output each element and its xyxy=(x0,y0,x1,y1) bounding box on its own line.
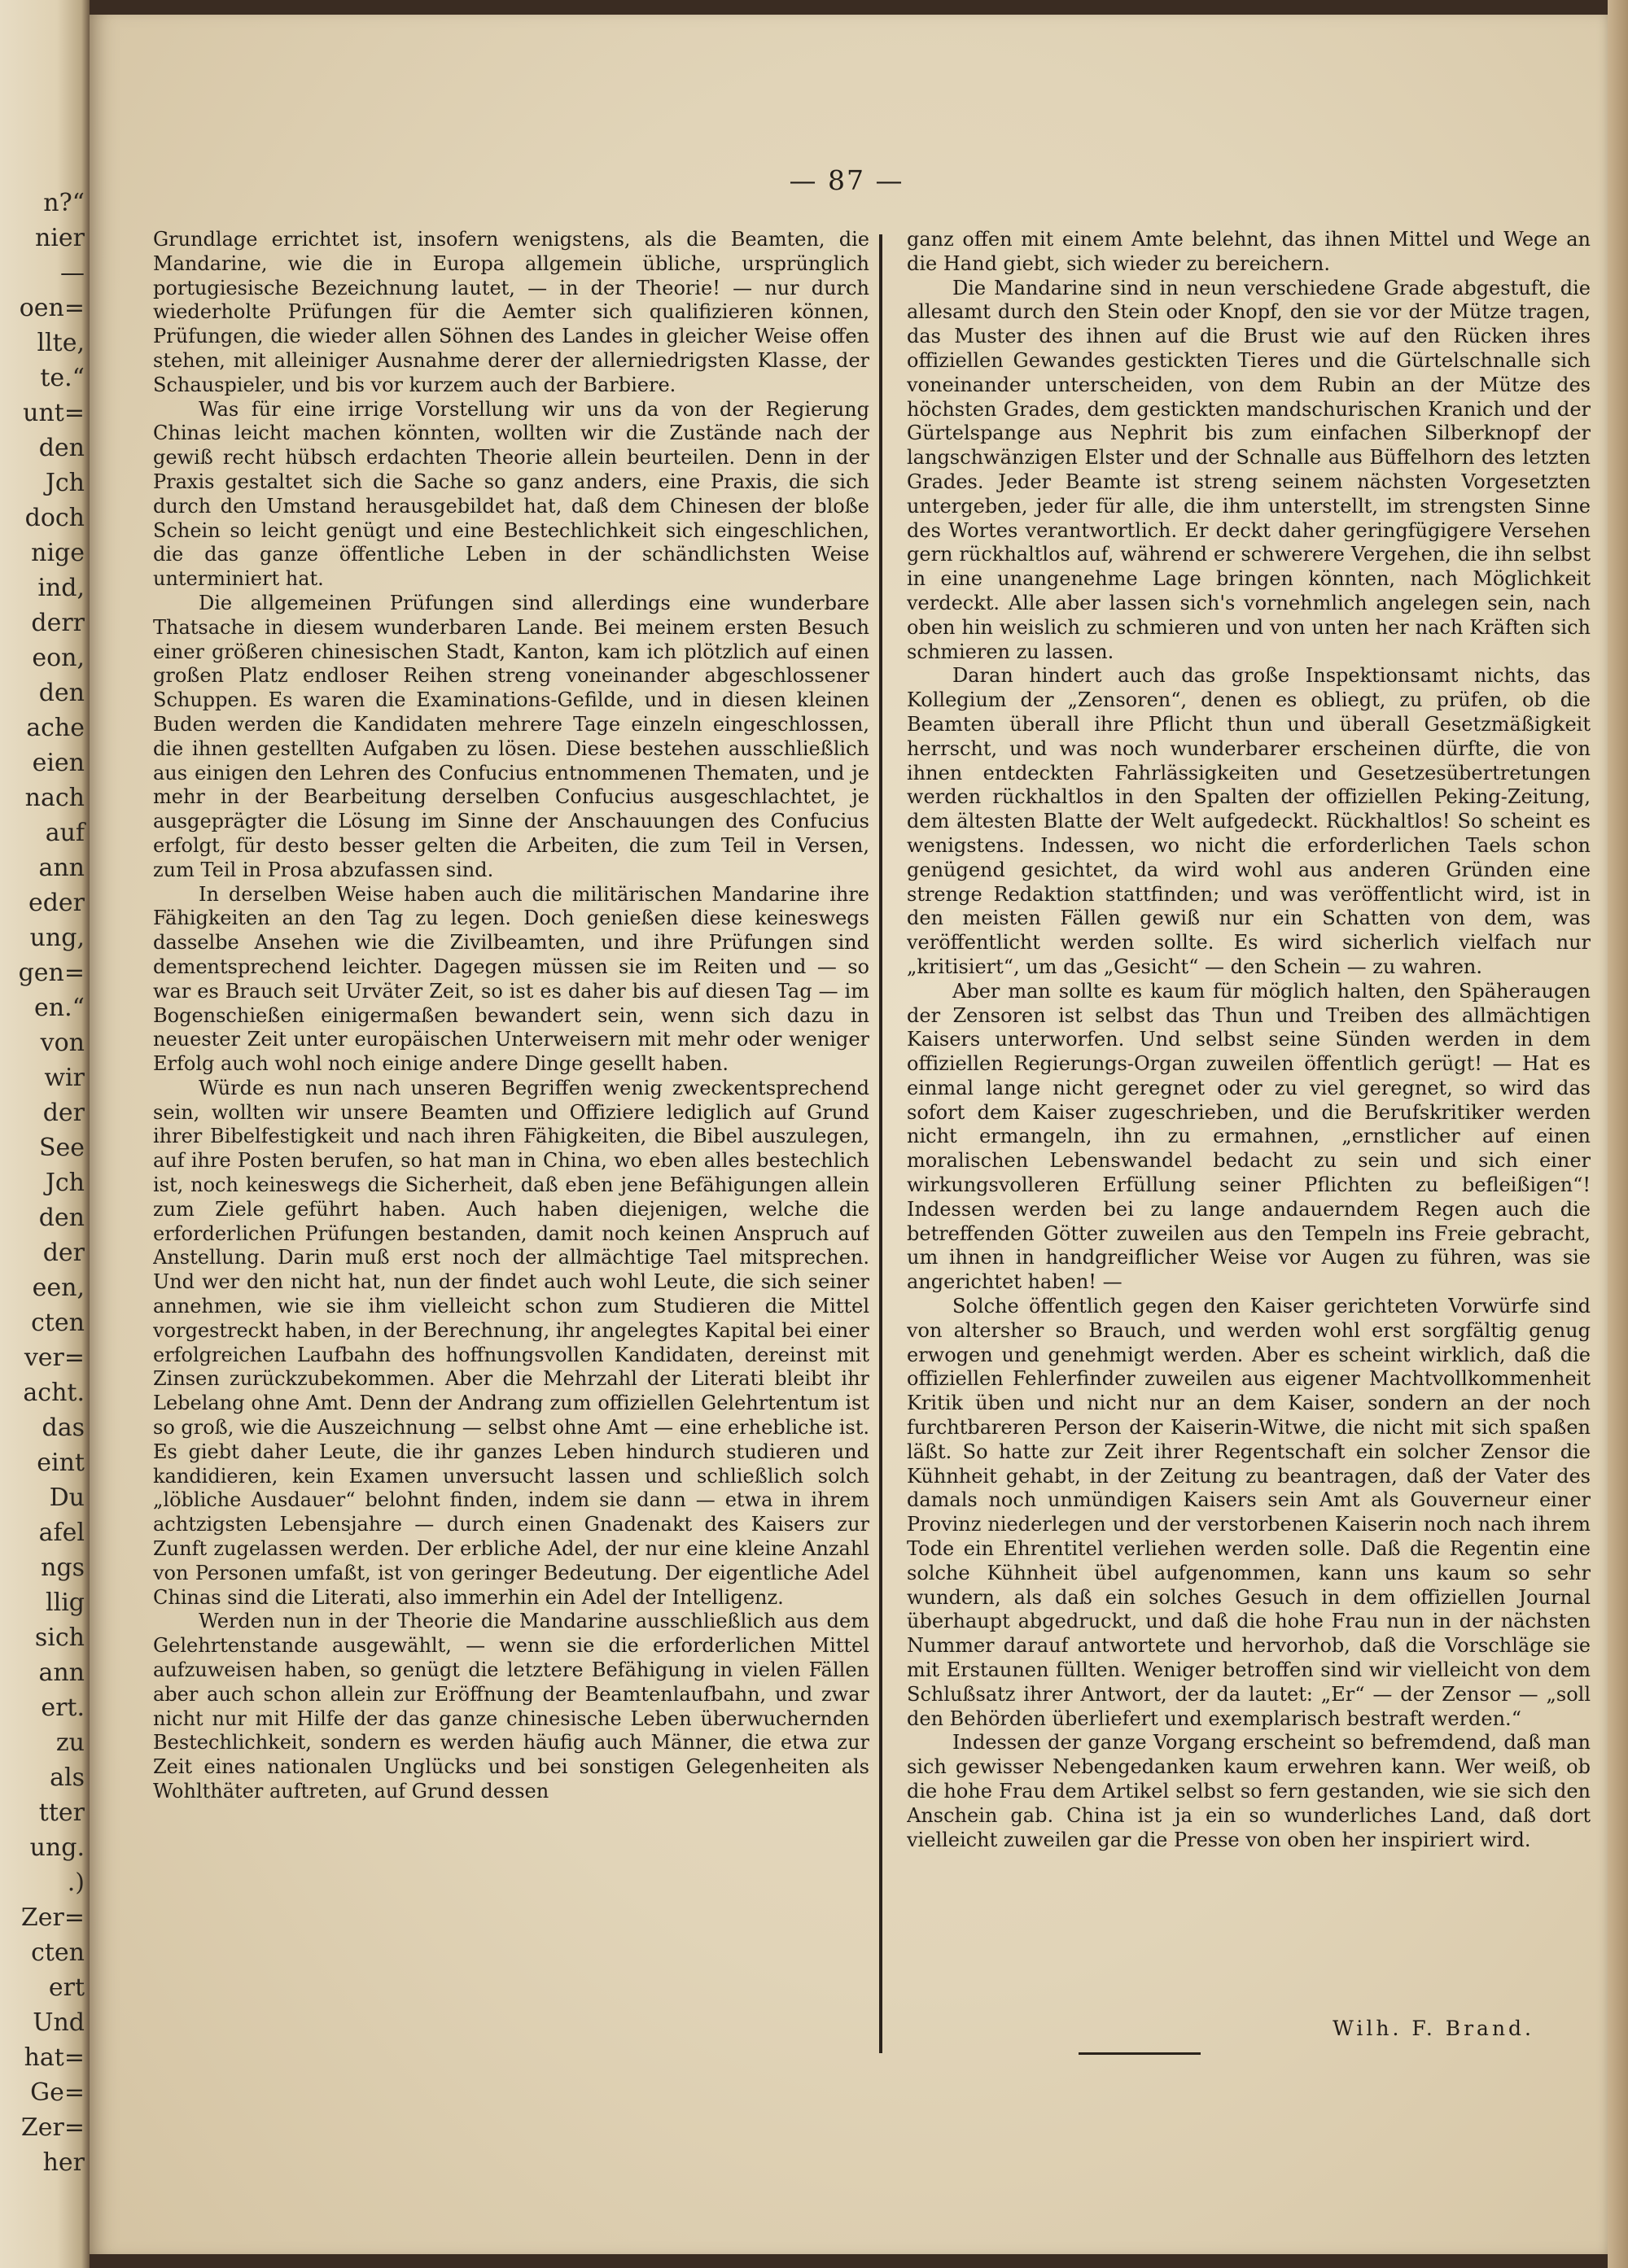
margin-fragment: gen= xyxy=(18,959,85,987)
margin-fragment: den xyxy=(38,1204,85,1232)
margin-fragment: ver= xyxy=(24,1344,85,1372)
margin-fragment: cten xyxy=(31,1309,85,1337)
margin-fragment: n?“ xyxy=(43,189,85,217)
margin-fragment: ert. xyxy=(41,1693,85,1722)
signature-rule xyxy=(1079,2052,1201,2055)
margin-fragment: llte, xyxy=(37,329,85,357)
margin-fragment: Jch xyxy=(45,469,85,497)
margin-fragment: als xyxy=(50,1763,85,1792)
paragraph: Solche öffentlich gegen den Kaiser gerichteten Vorwürfe sind von altersher so Brauch, und werden wohl erst sorgfältig genug erwogen und genehmigt werden. Aber es scheint wirklich, daß die offiziellen Fehlerfinder zuweilen aus eigener Machtvollkommenheit Kritik üben und nicht nur an dem Kaiser, sondern an der noch furchtbareren Person der Kaiserin-Witwe, die nicht mit sich spaßen läßt. So hatte zur Zeit ihrer Regentschaft ein solcher Zensor die Kühnheit gehabt, in der Zeitung zu beantragen, daß der Vater des damals noch unmündigen Kaisers sein Amt als Gouverneur einer Provinz niederlegen und der verstorbenen Kaiserin noch nach ihrem Tode ein Ehrentitel verliehen werden solle. Daß die Regentin eine solche Kühnheit übel aufgenommen, kann uns kaum so sehr wundern, als daß ein solches Gesuch in dem offiziellen Journal überhaupt abgedruckt, und daß die hohe Frau nun in der nächsten Nummer darauf antwortete und hervorhob, daß die Vorschläge sie mit Erstaunen füllten. Weniger betroffen sind wir vielleicht von dem Schlußsatz ihrer Antwort, der da lautet: „Er“ — der Zensor — „soll den Behörden überliefert und exemplarisch bestraft werden.“ xyxy=(907,1295,1591,1730)
margin-fragment: eien xyxy=(32,749,85,777)
margin-fragment: ung. xyxy=(29,1833,85,1862)
margin-fragment: ert xyxy=(48,1973,85,2002)
margin-fragment: nach xyxy=(24,784,85,812)
page xyxy=(90,15,1608,2254)
author-signature: Wilh. F. Brand. xyxy=(1333,2017,1534,2040)
margin-fragment: oen= xyxy=(19,294,85,322)
margin-fragment: ann xyxy=(38,1658,85,1687)
paragraph: ganz offen mit einem Amte belehnt, das ihnen Mittel und Wege an die Hand giebt, sich wieder zu bereichern. xyxy=(907,228,1591,275)
margin-fragment: der xyxy=(42,1239,85,1267)
paragraph: Aber man sollte es kaum für möglich halten, den Späheraugen der Zensoren ist selbst das Thun und Treiben des allmächtigen Kaisers unterworfen. Und selbst seine Sünden werden in dem offiziellen Regierungs-Organ zuweilen öffentlich gerügt! — Hat es einmal lange nicht geregnet oder zu viel geregnet, so wird das sofort dem Kaiser zugeschrieben, und die Berufskritiker werden nicht ermangeln, ihn zu ermahnen, „ernstlicher auf einen moralischen Lebenswandel bedacht zu sein und sich einer wirkungsvolleren Erfüllung seiner Pflichten zu befleißigen“! Indessen werden bei zu lange andauerndem Regen auch die betreffenden Götter zuweilen aus den Tempeln ins Freie gebracht, um ihnen in handgreiflicher Weise vor Augen zu führen, was sie angerichtet haben! — xyxy=(907,979,1591,1294)
left-column xyxy=(153,228,869,2051)
margin-fragment: eint xyxy=(37,1449,85,1477)
margin-fragment: unt= xyxy=(23,399,85,427)
margin-fragment: auf xyxy=(45,819,85,847)
margin-fragment: den xyxy=(38,679,85,707)
margin-fragment: ann xyxy=(38,854,85,882)
margin-fragment: her xyxy=(42,2148,85,2177)
paragraph: Würde es nun nach unseren Begriffen wenig zweckentsprechend sein, wollten wir unsere Beamten und Offiziere lediglich auf Grund ihrer Bibelfestigkeit und nach ihren Fähigkeiten, die Bibel auszulegen, auf ihre Posten berufen, so hat man in China, wo eben alles bestechlich ist, noch keineswegs die Sicherheit, daß eben jene Befähigungen allein zum Ziele geführt haben. Auch haben diejenigen, welche die erforderlichen Prüfungen bestanden, damit noch keinen Anspruch auf Anstellung. Darin muß erst noch der allmächtige Tael mitsprechen. Und wer den nicht hat, nun der findet auch wohl Leute, die sich seiner annehmen, wie sie ihm vielleicht schon zum Studieren die Mittel vorgestreckt haben, in der Berechnung, ihr angelegtes Kapital bei einer erfolgreichen Laufbahn des hoffnungsvollen Kandidaten, dereinst mit Zinsen zurückzubekommen. Aber die Mehrzahl der Literati bleibt ihr Lebelang ohne Amt. Denn der Andrang zum offiziellen Gelehrtentum ist so groß, wie die Auszeichnung — selbst ohne Amt — eine erhebliche ist. Es giebt daher Leute, die ihr ganzes Leben hindurch studieren und kandidieren, kein Examen unversucht lassen und schließlich solch „löbliche Ausdauer“ belohnt finden, indem sie dann — etwa in ihrem achtzigsten Lebensjahre — durch einen Gnadenakt des Kaisers zur Zunft zugelassen werden. Der erbliche Adel, der nur eine kleine Anzahl von Personen umfaßt, ist von geringer Bedeutung. Der eigentliche Adel Chinas sind die Literati, also immerhin ein Adel der Intelligenz. xyxy=(153,1076,869,1609)
margin-fragment: .) xyxy=(67,1868,85,1897)
margin-fragment: en.“ xyxy=(34,994,85,1022)
margin-fragment: — xyxy=(60,259,85,287)
margin-fragment: den xyxy=(38,434,85,462)
margin-fragment: von xyxy=(40,1029,85,1057)
left-page-edge xyxy=(0,0,90,2268)
margin-fragment: afel xyxy=(38,1519,85,1547)
margin-fragment: ngs xyxy=(41,1554,85,1582)
margin-fragment: Ge= xyxy=(30,2078,85,2107)
paragraph: Daran hindert auch das große Inspektionsamt nichts, das Kollegium der „Zensoren“, denen es obliegt, zu prüfen, ob die Beamten überall ihre Pflicht thun und überall Gesetzmäßigkeit herrscht, und was noch wunderbarer erscheinen dürfte, die von ihnen entdeckten Fahrlässigkeiten und Gesetzesübertretungen werden rückhaltlos in den Spalten der offiziellen Peking-Zeitung, dem ältesten Blatte der Welt aufgedeckt. Rückhaltlos! So scheint es wenigstens. Indessen, wo nicht die erforderlichen Taels schon genügend gesichtet, da wird wohl aus anderen Gründen eine strenge Redaktion stattfinden; und was veröffentlicht wird, ist in den meisten Fällen gewiß nur ein Schatten von dem, was veröffentlicht werden sollte. Es wird sicherlich vielfach nur „kritisiert“, um das „Gesicht“ — den Schein — zu wahren. xyxy=(907,664,1591,978)
right-column xyxy=(907,228,1591,2051)
margin-fragment: ind, xyxy=(37,574,85,602)
page-edge-strip xyxy=(1608,0,1628,2268)
margin-fragment: derr xyxy=(31,609,85,637)
margin-fragment: hat= xyxy=(24,2043,85,2072)
margin-fragment: Und xyxy=(33,2008,85,2037)
margin-fragment: eon, xyxy=(32,644,85,672)
margin-fragment: doch xyxy=(24,504,85,532)
paragraph: Was für eine irrige Vorstellung wir uns da von der Regierung Chinas leicht machen könnten, wollten wir die Zustände nach der gewiß recht hübsch erdachten Theorie allein beurteilen. Denn in der Praxis gestaltet sich die Sache so ganz anders, eine Praxis, die sich durch den Umstand herausgebildet hat, daß dem Chinesen der bloße Schein so leicht genügt und eine Bestechlichkeit sich eingeschlichen, die das ganze öffentliche Leben in der schändlichsten Weise unterminiert hat. xyxy=(153,397,869,591)
margin-fragment: eder xyxy=(28,889,85,917)
margin-fragment: nier xyxy=(34,224,85,252)
margin-fragment: Zer= xyxy=(20,1903,85,1932)
paragraph: Die allgemeinen Prüfungen sind allerdings eine wunderbare Thatsache in diesem wunderbaren Lande. Bei meinem ersten Besuch einer größeren chinesischen Stadt, Kanton, kam ich plötzlich auf einen großen Platz endloser Reihen streng voneinander abgeschlossener Schuppen. Es waren die Examinations-Gefilde, und in diesen kleinen Buden werden die Kandidaten mehrere Tage einzeln eingeschlossen, die ihnen gestellten Aufgaben zu lösen. Diese bestehen ausschließlich aus einigen den Lehren des Confucius entnommenen Thematen, und je mehr in der Bearbeitung derselben Confucius ausgeschlachtet, je ausgeprägter die Lösung im Sinne der Anschauungen des Confucius erfolgt, für desto besser gelten die Arbeiten, die zum Teil in Versen, zum Teil in Prosa abzufassen sind. xyxy=(153,591,869,881)
page-number: — 87 — xyxy=(789,164,904,196)
margin-fragment: wir xyxy=(44,1064,85,1092)
margin-fragment: ache xyxy=(26,714,85,742)
column-divider xyxy=(879,234,882,2053)
margin-fragment: See xyxy=(38,1134,85,1162)
paragraph: Werden nun in der Theorie die Mandarine ausschließlich aus dem Gelehrtenstande ausgewählt, — wenn sie die erforderlichen Mittel aufzuweisen haben, so genügt die letztere Befähigung in vielen Fällen aber auch schon allein zur Eröffnung der Beamtenlaufbahn, und zwar nicht nur mit Hilfe der das ganze chinesische Leben überwuchernden Bestechlichkeit, sondern es werden häufig auch Männer, die etwa zur Zeit eines nationalen Unglücks und bei sonstigen Gelegenheiten als Wohlthäter auftreten, auf Grund dessen xyxy=(153,1610,869,1803)
margin-fragment: Du xyxy=(49,1484,85,1512)
margin-fragment: te.“ xyxy=(40,364,85,392)
margin-fragment: Zer= xyxy=(20,2113,85,2142)
paragraph: Grundlage errichtet ist, insofern wenigstens, als die Beamten, die Mandarine, wie die in Europa allgemein übliche, ursprünglich portugiesische Bezeichnung lautet, — in der Theorie! — nur durch wiederholte Prüfungen für die Aemter sich qualifizieren können, Prüfungen, die wieder allen Söhnen des Landes in gleicher Weise offen stehen, mit alleiniger Ausnahme derer der allerniedrigsten Klasse, der Schauspieler, und bis vor kurzem auch der Barbiere. xyxy=(153,228,869,396)
paragraph: Indessen der ganze Vorgang erscheint so befremdend, daß man sich gewisser Nebengedanken kaum erwehren kann. Wer weiß, ob die hohe Frau dem Artikel selbst so fern gestanden, wie sie sich den Anschein gab. China ist ja ein so wunderliches Land, daß dort vielleicht zuweilen gar die Presse von oben her inspiriert wird. xyxy=(907,1731,1591,1851)
margin-fragment: der xyxy=(42,1099,85,1127)
paragraph: Die Mandarine sind in neun verschiedene Grade abgestuft, die allesamt durch den Stein oder Knopf, den sie vor der Mütze tragen, das Muster des ihnen auf die Brust wie auf den Rücken ihres offiziellen Gewandes gestickten Tieres und die Gürtelschnalle sich voneinander unterscheiden, von dem Rubin an der Mütze des höchsten Grades, dem gestickten mandschurischen Kranich und der Gürtelspange aus Nephrit bis zum einfachen Silberknopf der langschwänzigen Elster und der Schnalle aus Büffelhorn des letzten Grades. Jeder Beamte ist streng seinem nächsten Vorgesetzten untergeben, jeder für alle, die ihm unterstellt, im strengsten Sinne des Wortes verantwortlich. Er deckt daher geringfügigere Versehen gern rückhaltlos auf, während er schwerere Vergehen, die ihn selbst in eine unangenehme Lage bringen könnten, nach Möglichkeit verdeckt. Alle aber lassen sich's vornehmlich angelegen sein, nach oben hin weislich zu schmieren und von unten her nach Kräften sich schmieren zu lassen. xyxy=(907,276,1591,663)
margin-fragment: das xyxy=(42,1414,85,1442)
margin-fragment: zu xyxy=(55,1728,85,1757)
margin-fragment: tter xyxy=(38,1798,85,1827)
margin-fragment: sich xyxy=(34,1623,85,1652)
margin-fragment: nige xyxy=(31,539,85,567)
margin-fragment: een, xyxy=(32,1274,85,1302)
margin-fragment: cten xyxy=(31,1938,85,1967)
margin-fragment: acht. xyxy=(23,1379,85,1407)
margin-fragment: ung, xyxy=(29,924,85,952)
margin-fragment: Jch xyxy=(45,1169,85,1197)
paragraph: In derselben Weise haben auch die militärischen Mandarine ihre Fähigkeiten an den Tag zu legen. Doch genießen diese keineswegs dasselbe Ansehen wie die Zivilbeamten, und ihre Prüfungen sind dementsprechend leichter. Dagegen müssen sie im Reiten und — so war es Brauch seit Urväter Zeit, so ist es daher bis auf diesen Tag — im Bogenschießen einigermaßen bewandert sein, wenn sich dazu in neuester Zeit unter europäischen Unterweisern mit mehr oder weniger Erfolg auch wohl noch einige andere Dinge gesellt haben. xyxy=(153,882,869,1076)
margin-fragment: llig xyxy=(46,1588,85,1617)
